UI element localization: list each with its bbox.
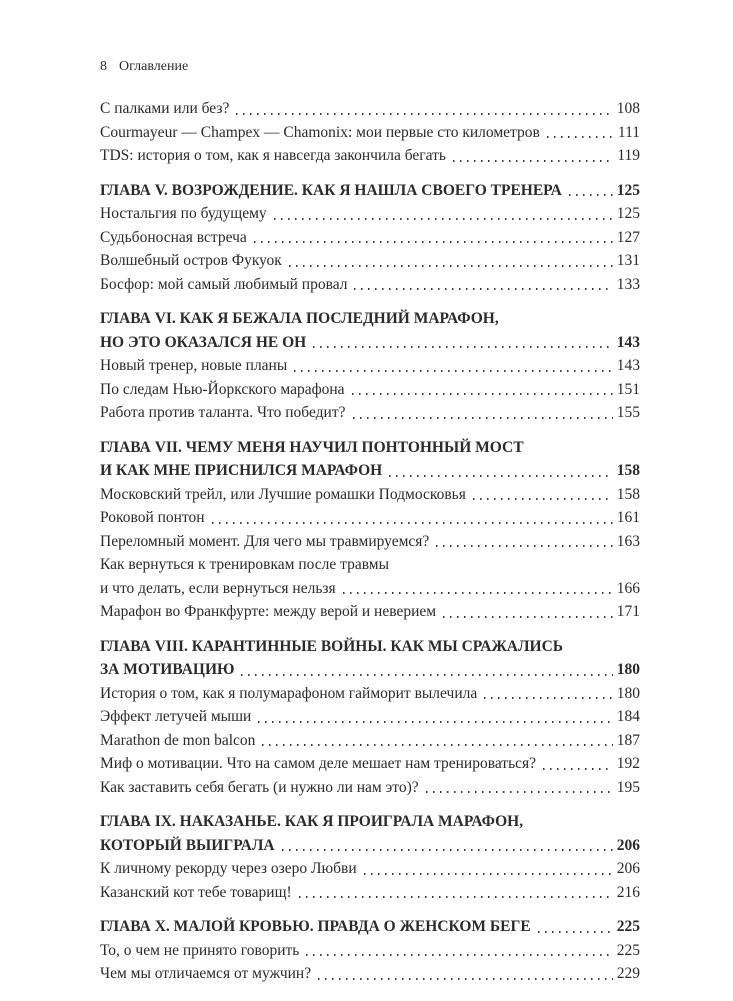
toc-entry-page-number: 125 <box>616 205 640 222</box>
toc-entry <box>100 600 640 624</box>
toc-entry-line <box>100 776 640 800</box>
toc-entry-title: КОТОРЫЙ ВЫИГРАЛА <box>100 836 275 854</box>
toc-entry-title: По следам Нью-Йоркского марафона <box>100 380 345 398</box>
toc-entry <box>100 144 640 168</box>
toc-entry <box>100 682 640 706</box>
toc-entry <box>100 752 640 776</box>
toc-entry <box>100 121 640 145</box>
toc-chapter-entry <box>100 915 640 939</box>
toc-entry-title: Как вернуться к тренировкам после травмы <box>100 556 389 573</box>
toc-entry <box>100 939 640 963</box>
toc-entry-page-number: 151 <box>616 380 640 398</box>
toc-entry-page-number: 216 <box>616 883 640 901</box>
toc-entry <box>100 249 640 273</box>
toc-entry-line <box>100 729 640 753</box>
toc-entry-page-number: 125 <box>616 181 640 199</box>
dot-leader <box>453 160 613 162</box>
toc-entry-title: Волшебный остров Фукуок <box>100 252 282 269</box>
toc-entry-title: Как заставить себя бегать (и нужно ли нам это)? <box>100 778 419 796</box>
toc-entry <box>100 857 640 881</box>
toc-entry-line <box>100 834 640 858</box>
toc-entry-line <box>100 506 640 530</box>
toc-entry-title: и что делать, если вернуться нельзя <box>100 579 336 597</box>
toc-entry <box>100 97 640 121</box>
toc-entry <box>100 401 640 425</box>
toc-entry-line <box>100 857 640 881</box>
toc-entry-title: Роковой понтон <box>100 509 205 526</box>
toc-entry-title: ГЛАВА X. МАЛОЙ КРОВЬЮ. ПРАВДА О ЖЕНСКОМ БЕГЕ <box>100 918 531 935</box>
dot-leader <box>354 288 612 290</box>
toc-entry-title: Судьбоносная встреча <box>100 228 247 246</box>
toc-entry-title: Чем мы отличаемся от мужчин? <box>100 965 312 982</box>
dot-leader <box>236 113 612 115</box>
toc-entry-title: Courmayeur — Champex — Chamonix: мои первые сто километров <box>100 123 540 141</box>
toc-chapter-entry <box>100 307 640 354</box>
dot-leader <box>353 417 613 419</box>
toc-entry-line <box>100 600 640 624</box>
toc-entry-title: Московский трейл, или Лучшие ромашки Подмосковья <box>100 485 466 503</box>
toc-entry-line <box>100 635 640 659</box>
toc-entry-line <box>100 202 640 226</box>
toc-entry <box>100 226 640 250</box>
toc-entry-title: Миф о мотивации. Что на самом деле мешает нам тренироваться? <box>100 755 537 772</box>
toc-entry-title: То, о чем не принято говорить <box>100 941 300 959</box>
dot-leader <box>274 218 613 220</box>
toc-entry <box>100 553 640 600</box>
toc-entry-page-number: 127 <box>616 228 640 246</box>
toc-entry-page-number: 180 <box>616 684 640 702</box>
toc-chapter-entry <box>100 436 640 483</box>
toc-entry-page-number: 131 <box>616 252 640 269</box>
toc-entry-title: TDS: история о том, как я навсегда закончила бегать <box>100 147 446 164</box>
dot-leader <box>299 896 613 898</box>
dot-leader <box>254 241 613 243</box>
dot-leader <box>543 768 613 770</box>
dot-leader <box>262 744 612 746</box>
dot-leader <box>241 674 612 676</box>
toc-entry-line <box>100 436 640 460</box>
toc-entry-title: Переломный момент. Для чего мы травмируемся? <box>100 532 430 550</box>
toc-entry-line <box>100 682 640 706</box>
toc-entry-title: Казанский кот тебе товарищ! <box>100 883 292 901</box>
toc-chapter-entry <box>100 179 640 203</box>
toc-entry-title: Marathon de mon balcon <box>100 731 256 749</box>
dot-leader <box>352 393 613 395</box>
toc-entry-page-number: 180 <box>616 661 640 678</box>
toc-entry-line <box>100 962 640 986</box>
toc-entry <box>100 273 640 297</box>
dot-leader <box>282 849 613 851</box>
dot-leader <box>313 346 613 348</box>
toc-entry-line <box>100 97 640 121</box>
toc-entry-page-number: 225 <box>616 918 640 935</box>
toc-entry-page-number: 195 <box>616 778 640 796</box>
toc-entry-title: ГЛАВА VIII. КАРАНТИННЫЕ ВОЙНЫ. КАК МЫ СРАЖАЛИСЬ <box>100 637 564 655</box>
dot-leader <box>389 475 613 477</box>
toc-entry-page-number: 158 <box>616 462 640 479</box>
toc-entry-title: ГЛАВА IX. НАКАЗАНЬЕ. КАК Я ПРОИГРАЛА МАРАФОН, <box>100 813 524 830</box>
toc-entry-title: ГЛАВА VI. КАК Я БЕЖАЛА ПОСЛЕДНИЙ МАРАФОН, <box>100 310 499 327</box>
toc-entry-title: ГЛАВА VII. ЧЕМУ МЕНЯ НАУЧИЛ ПОНТОННЫЙ МОСТ <box>100 438 524 456</box>
toc-entry-line <box>100 273 640 297</box>
toc-entry <box>100 776 640 800</box>
toc-entry-line <box>100 939 640 963</box>
header-title: Оглавление <box>119 59 189 74</box>
dot-leader <box>343 592 613 594</box>
toc-entry-title: История о том, как я полумарафоном гайморит вылечила <box>100 684 478 702</box>
dot-leader <box>473 498 613 500</box>
toc-entry-page-number: 225 <box>616 941 640 959</box>
toc-entry-line <box>100 705 640 729</box>
toc-entry <box>100 378 640 402</box>
dot-leader <box>306 954 612 956</box>
toc-entry-line <box>100 553 640 577</box>
toc-entry-line <box>100 331 640 355</box>
toc-entry-page-number: 143 <box>616 333 640 351</box>
toc-entry-line <box>100 144 640 168</box>
toc-chapter-entry <box>100 810 640 857</box>
toc-entry <box>100 729 640 753</box>
toc-entry-line <box>100 915 640 939</box>
toc-entry <box>100 705 640 729</box>
toc-entry <box>100 202 640 226</box>
toc-entry-page-number: 163 <box>616 532 640 550</box>
toc-entry-page-number: 171 <box>616 603 640 620</box>
toc-entry-page-number: 108 <box>616 100 640 117</box>
dot-leader <box>426 791 613 793</box>
toc-entry-line <box>100 577 640 601</box>
toc-entry-page-number: 111 <box>617 123 640 141</box>
toc-entry-title: И КАК МНЕ ПРИСНИЛСЯ МАРАФОН <box>100 462 383 479</box>
toc-list <box>100 97 640 986</box>
toc-entry-title: ГЛАВА V. ВОЗРОЖДЕНИЕ. КАК Я НАШЛА СВОЕГО ТРЕНЕРА <box>100 181 562 199</box>
toc-entry-title: ЗА МОТИВАЦИЮ <box>100 661 235 678</box>
toc-entry-line <box>100 354 640 378</box>
dot-leader <box>484 697 613 699</box>
toc-entry <box>100 354 640 378</box>
toc-entry-page-number: 143 <box>616 357 640 374</box>
toc-entry <box>100 962 640 986</box>
dot-leader <box>569 194 613 196</box>
toc-entry-line <box>100 249 640 273</box>
toc-entry-title: Марафон во Франкфурте: между верой и неверием <box>100 603 437 620</box>
dot-leader <box>436 545 612 547</box>
toc-entry <box>100 483 640 507</box>
toc-entry-line <box>100 483 640 507</box>
toc-chapter-entry <box>100 635 640 682</box>
toc-entry-page-number: 229 <box>616 965 640 982</box>
toc-entry-title: Эффект летучей мыши <box>100 708 252 725</box>
toc-entry-line <box>100 226 640 250</box>
toc-entry-line <box>100 752 640 776</box>
toc-entry-page-number: 133 <box>616 275 640 293</box>
toc-entry-line <box>100 881 640 905</box>
toc-entry-page-number: 155 <box>616 404 640 421</box>
toc-entry-title: Новый тренер, новые планы <box>100 357 288 374</box>
toc-entry-line <box>100 530 640 554</box>
toc-entry-line <box>100 810 640 834</box>
dot-leader <box>212 522 613 524</box>
toc-entry-page-number: 206 <box>616 836 640 854</box>
dot-leader <box>364 873 613 875</box>
toc-entry-line <box>100 121 640 145</box>
toc-entry-line <box>100 378 640 402</box>
toc-entry-page-number: 119 <box>617 147 640 164</box>
dot-leader <box>443 616 613 618</box>
toc-entry-title: Ностальгия по будущему <box>100 205 267 222</box>
toc-entry-title: Босфор: мой самый любимый провал <box>100 275 348 293</box>
toc-entry-page-number: 206 <box>616 860 640 877</box>
toc-entry-page-number: 184 <box>616 708 640 725</box>
toc-entry <box>100 881 640 905</box>
toc-entry-title: К личному рекорду через озеро Любви <box>100 860 357 877</box>
toc-entry-page-number: 158 <box>616 485 640 503</box>
toc-entry-line <box>100 307 640 331</box>
dot-leader <box>318 978 613 980</box>
toc-entry-page-number: 187 <box>616 731 640 749</box>
toc-entry-line <box>100 658 640 682</box>
dot-leader <box>289 265 613 267</box>
toc-entry-page-number: 192 <box>616 755 640 772</box>
toc-entry-line <box>100 401 640 425</box>
toc-entry-title: НО ЭТО ОКАЗАЛСЯ НЕ ОН <box>100 333 307 351</box>
toc-entry-title: С палками или без? <box>100 100 230 117</box>
toc-entry <box>100 530 640 554</box>
toc-entry-title: Работа против таланта. Что победит? <box>100 404 346 421</box>
dot-leader <box>538 931 613 933</box>
toc-entry <box>100 506 640 530</box>
toc-entry-line <box>100 459 640 483</box>
running-header <box>100 58 640 76</box>
dot-leader <box>547 136 614 138</box>
dot-leader <box>258 721 612 723</box>
toc-entry-page-number: 161 <box>616 509 640 526</box>
dot-leader <box>294 370 612 372</box>
header-page-number: 8 <box>100 59 107 74</box>
toc-entry-page-number: 166 <box>616 579 640 597</box>
toc-entry-line <box>100 179 640 203</box>
